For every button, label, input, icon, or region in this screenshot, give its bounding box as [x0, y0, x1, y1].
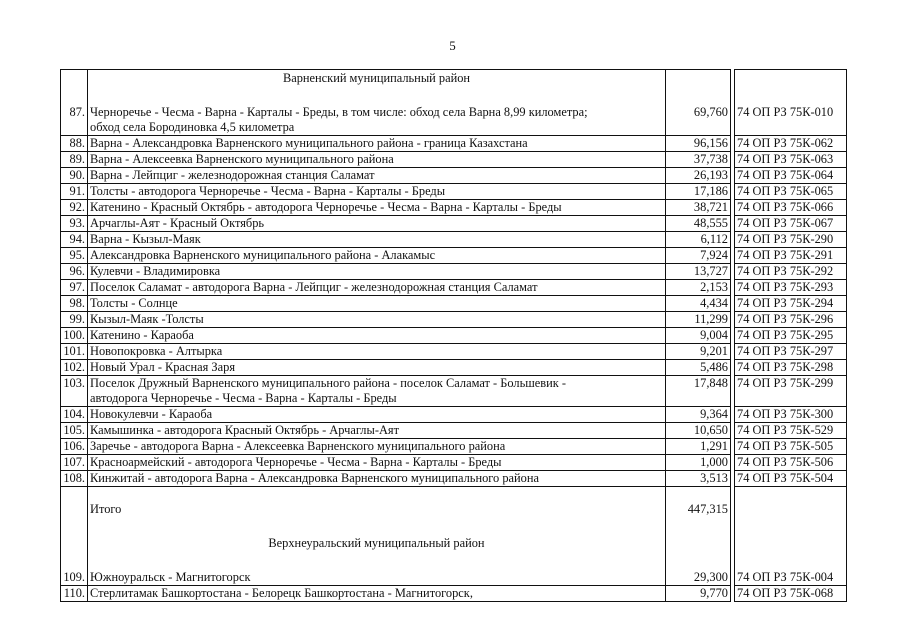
road-code: 74 ОП РЗ 75К-300	[735, 407, 847, 423]
road-name-line: Новопокровка - Алтырка	[90, 344, 223, 358]
row-number: 91.	[61, 184, 88, 200]
road-length: 6,112	[666, 232, 731, 248]
road-code: 74 ОП РЗ 75К-004	[735, 570, 847, 586]
road-code: 74 ОП РЗ 75К-529	[735, 423, 847, 439]
road-name	[88, 376, 666, 407]
code-cell	[735, 555, 847, 570]
road-name	[88, 152, 666, 168]
road-length: 11,299	[666, 312, 731, 328]
road-length: 9,364	[666, 407, 731, 423]
road-length: 7,924	[666, 248, 731, 264]
row-number: 98.	[61, 296, 88, 312]
road-name-line: Варна - Кызыл-Маяк	[90, 232, 201, 246]
name-cell	[88, 90, 666, 105]
table-row	[61, 586, 847, 602]
road-length: 37,738	[666, 152, 731, 168]
total-row	[61, 502, 847, 520]
spacer-row	[61, 90, 847, 105]
row-number: 88.	[61, 136, 88, 152]
row-number: 90.	[61, 168, 88, 184]
road-name-line: Южноуральск - Магнитогорск	[90, 570, 251, 584]
road-length: 9,004	[666, 328, 731, 344]
road-name	[88, 407, 666, 423]
table-row	[61, 200, 847, 216]
road-name-line: Новокулевчи - Караоба	[90, 407, 213, 421]
road-code: 74 ОП РЗ 75К-065	[735, 184, 847, 200]
road-name	[88, 136, 666, 152]
road-name	[88, 200, 666, 216]
road-name	[88, 586, 666, 602]
road-name-line: Поселок Саламат - автодорога Варна - Лейпциг - железнодорожная станция Саламат	[90, 280, 538, 294]
road-code: 74 ОП РЗ 75К-010	[735, 105, 847, 136]
row-number: 107.	[61, 455, 88, 471]
row-number: 110.	[61, 586, 88, 602]
road-length: 69,760	[666, 105, 731, 136]
road-name	[88, 280, 666, 296]
table-row	[61, 105, 847, 136]
row-number: 102.	[61, 360, 88, 376]
row-number: 99.	[61, 312, 88, 328]
road-code: 74 ОП РЗ 75К-299	[735, 376, 847, 407]
road-name-line: Катенино - Красный Октябрь - автодорога Черноречье - Чесма - Варна - Карталы - Бреды	[90, 200, 562, 214]
length-cell	[666, 535, 731, 555]
road-length: 2,153	[666, 280, 731, 296]
length-cell	[666, 487, 731, 503]
road-name-line: Варна - Александровка Варненского муниципального района - граница Казахстана	[90, 136, 528, 150]
row-number: 87.	[61, 105, 88, 136]
table-row	[61, 136, 847, 152]
road-name	[88, 360, 666, 376]
num-cell	[61, 520, 88, 535]
road-name-line: Поселок Дружный Варненского муниципального района - поселок Саламат - Большевик -	[90, 376, 566, 390]
length-cell	[666, 70, 731, 91]
road-length: 96,156	[666, 136, 731, 152]
spacer-row	[61, 555, 847, 570]
road-name-line: Толсты - Солнце	[90, 296, 178, 310]
road-name-line: Новый Урал - Красная Заря	[90, 360, 236, 374]
num-cell	[61, 535, 88, 555]
road-name	[88, 455, 666, 471]
table-row	[61, 312, 847, 328]
road-name-line: Катенино - Караоба	[90, 328, 194, 342]
table-row	[61, 184, 847, 200]
table-row	[61, 296, 847, 312]
road-length: 26,193	[666, 168, 731, 184]
code-cell	[735, 90, 847, 105]
road-length: 4,434	[666, 296, 731, 312]
road-name	[88, 264, 666, 280]
road-name-line: Арчаглы-Аят - Красный Октябрь	[90, 216, 265, 230]
road-length: 1,000	[666, 455, 731, 471]
road-name-line: Варна - Алексеевка Варненского муниципального района	[90, 152, 394, 166]
road-name	[88, 216, 666, 232]
row-number: 93.	[61, 216, 88, 232]
code-cell	[735, 520, 847, 535]
table-row	[61, 423, 847, 439]
table-row	[61, 264, 847, 280]
road-name-line: Заречье - автодорога Варна - Алексеевка Варненского муниципального района	[90, 439, 506, 453]
road-length: 48,555	[666, 216, 731, 232]
road-code: 74 ОП РЗ 75К-293	[735, 280, 847, 296]
table-row	[61, 407, 847, 423]
table-row	[61, 439, 847, 455]
length-cell	[666, 90, 731, 105]
road-name-line: обход села Бородиновка 4,5 километра	[90, 120, 295, 134]
road-code: 74 ОП РЗ 75К-295	[735, 328, 847, 344]
num-cell	[61, 90, 88, 105]
road-code: 74 ОП РЗ 75К-066	[735, 200, 847, 216]
table-row	[61, 360, 847, 376]
road-code: 74 ОП РЗ 75К-063	[735, 152, 847, 168]
num-cell	[61, 70, 88, 91]
road-length: 10,650	[666, 423, 731, 439]
road-name	[88, 423, 666, 439]
road-code: 74 ОП РЗ 75К-068	[735, 586, 847, 602]
road-code: 74 ОП РЗ 75К-062	[735, 136, 847, 152]
row-number: 92.	[61, 200, 88, 216]
num-cell	[61, 502, 88, 520]
row-number: 97.	[61, 280, 88, 296]
road-length: 3,513	[666, 471, 731, 487]
road-name	[88, 570, 666, 586]
district-name: Верхнеуральский муниципальный район	[88, 535, 666, 555]
road-name	[88, 184, 666, 200]
roads-table-body	[61, 70, 847, 602]
table-row	[61, 328, 847, 344]
row-number: 94.	[61, 232, 88, 248]
road-code: 74 ОП РЗ 75К-298	[735, 360, 847, 376]
row-number: 105.	[61, 423, 88, 439]
row-number: 108.	[61, 471, 88, 487]
road-name	[88, 232, 666, 248]
code-cell	[735, 502, 847, 520]
table-row	[61, 280, 847, 296]
road-code: 74 ОП РЗ 75К-067	[735, 216, 847, 232]
road-name	[88, 439, 666, 455]
road-length: 17,848	[666, 376, 731, 407]
code-cell	[735, 70, 847, 91]
table-row	[61, 216, 847, 232]
code-cell	[735, 487, 847, 503]
table-row	[61, 248, 847, 264]
row-number: 106.	[61, 439, 88, 455]
road-length: 13,727	[666, 264, 731, 280]
page-number: 5	[449, 38, 456, 53]
row-number: 96.	[61, 264, 88, 280]
road-code: 74 ОП РЗ 75К-291	[735, 248, 847, 264]
road-length: 9,201	[666, 344, 731, 360]
road-code: 74 ОП РЗ 75К-506	[735, 455, 847, 471]
spacer-row	[61, 520, 847, 535]
row-number: 101.	[61, 344, 88, 360]
table-row	[61, 570, 847, 586]
row-number: 89.	[61, 152, 88, 168]
road-code: 74 ОП РЗ 75К-292	[735, 264, 847, 280]
road-name	[88, 344, 666, 360]
road-code: 74 ОП РЗ 75К-297	[735, 344, 847, 360]
district-name: Варненский муниципальный район	[88, 70, 666, 91]
road-name	[88, 248, 666, 264]
road-code: 74 ОП РЗ 75К-504	[735, 471, 847, 487]
road-code: 74 ОП РЗ 75К-290	[735, 232, 847, 248]
road-code: 74 ОП РЗ 75К-294	[735, 296, 847, 312]
table-row	[61, 152, 847, 168]
road-name	[88, 471, 666, 487]
table-row	[61, 232, 847, 248]
code-cell	[735, 535, 847, 555]
road-name-line: Варна - Лейпциг - железнодорожная станция Саламат	[90, 168, 375, 182]
road-length: 38,721	[666, 200, 731, 216]
road-name-line: Черноречье - Чесма - Варна - Карталы - Бреды, в том числе: обход села Варна 8,99 километра;	[90, 105, 588, 119]
table-row	[61, 455, 847, 471]
road-name	[88, 105, 666, 136]
spacer-row	[61, 487, 847, 503]
road-name-line: автодорога Черноречье - Чесма - Варна - Карталы - Бреды	[90, 391, 397, 405]
district-header-row	[61, 70, 847, 91]
road-name-line: Кулевчи - Владимировка	[90, 264, 221, 278]
row-number: 95.	[61, 248, 88, 264]
road-length: 1,291	[666, 439, 731, 455]
road-name	[88, 328, 666, 344]
row-number: 109.	[61, 570, 88, 586]
name-cell	[88, 520, 666, 535]
road-length: 17,186	[666, 184, 731, 200]
table-row	[61, 376, 847, 407]
road-name	[88, 296, 666, 312]
road-length: 29,300	[666, 570, 731, 586]
name-cell	[88, 555, 666, 570]
num-cell	[61, 555, 88, 570]
roads-table	[60, 69, 847, 602]
road-name-line: Александровка Варненского муниципального района - Алакамыс	[90, 248, 436, 262]
road-length: 5,486	[666, 360, 731, 376]
road-name-line: Камышинка - автодорога Красный Октябрь - Арчаглы-Аят	[90, 423, 400, 437]
road-name	[88, 168, 666, 184]
road-name	[88, 312, 666, 328]
table-row	[61, 344, 847, 360]
road-length: 9,770	[666, 586, 731, 602]
table-row	[61, 168, 847, 184]
road-name-line: Кинжитай - автодорога Варна - Александровка Варненского муниципального района	[90, 471, 539, 485]
name-cell	[88, 487, 666, 503]
num-cell	[61, 487, 88, 503]
table-row	[61, 471, 847, 487]
row-number: 103.	[61, 376, 88, 407]
road-name-line: Толсты - автодорога Черноречье - Чесма - Варна - Карталы - Бреды	[90, 184, 446, 198]
total-value: 447,315	[666, 502, 731, 520]
road-code: 74 ОП РЗ 75К-296	[735, 312, 847, 328]
total-label: Итого	[88, 502, 666, 520]
road-name-line: Красноармейский - автодорога Черноречье - Чесма - Варна - Карталы - Бреды	[90, 455, 502, 469]
row-number: 104.	[61, 407, 88, 423]
district-header-row	[61, 535, 847, 555]
length-cell	[666, 555, 731, 570]
length-cell	[666, 520, 731, 535]
road-code: 74 ОП РЗ 75К-505	[735, 439, 847, 455]
road-name-line: Стерлитамак Башкортостана - Белорецк Башкортостана - Магнитогорск,	[90, 586, 473, 600]
road-code: 74 ОП РЗ 75К-064	[735, 168, 847, 184]
road-name-line: Кызыл-Маяк -Толсты	[90, 312, 204, 326]
row-number: 100.	[61, 328, 88, 344]
